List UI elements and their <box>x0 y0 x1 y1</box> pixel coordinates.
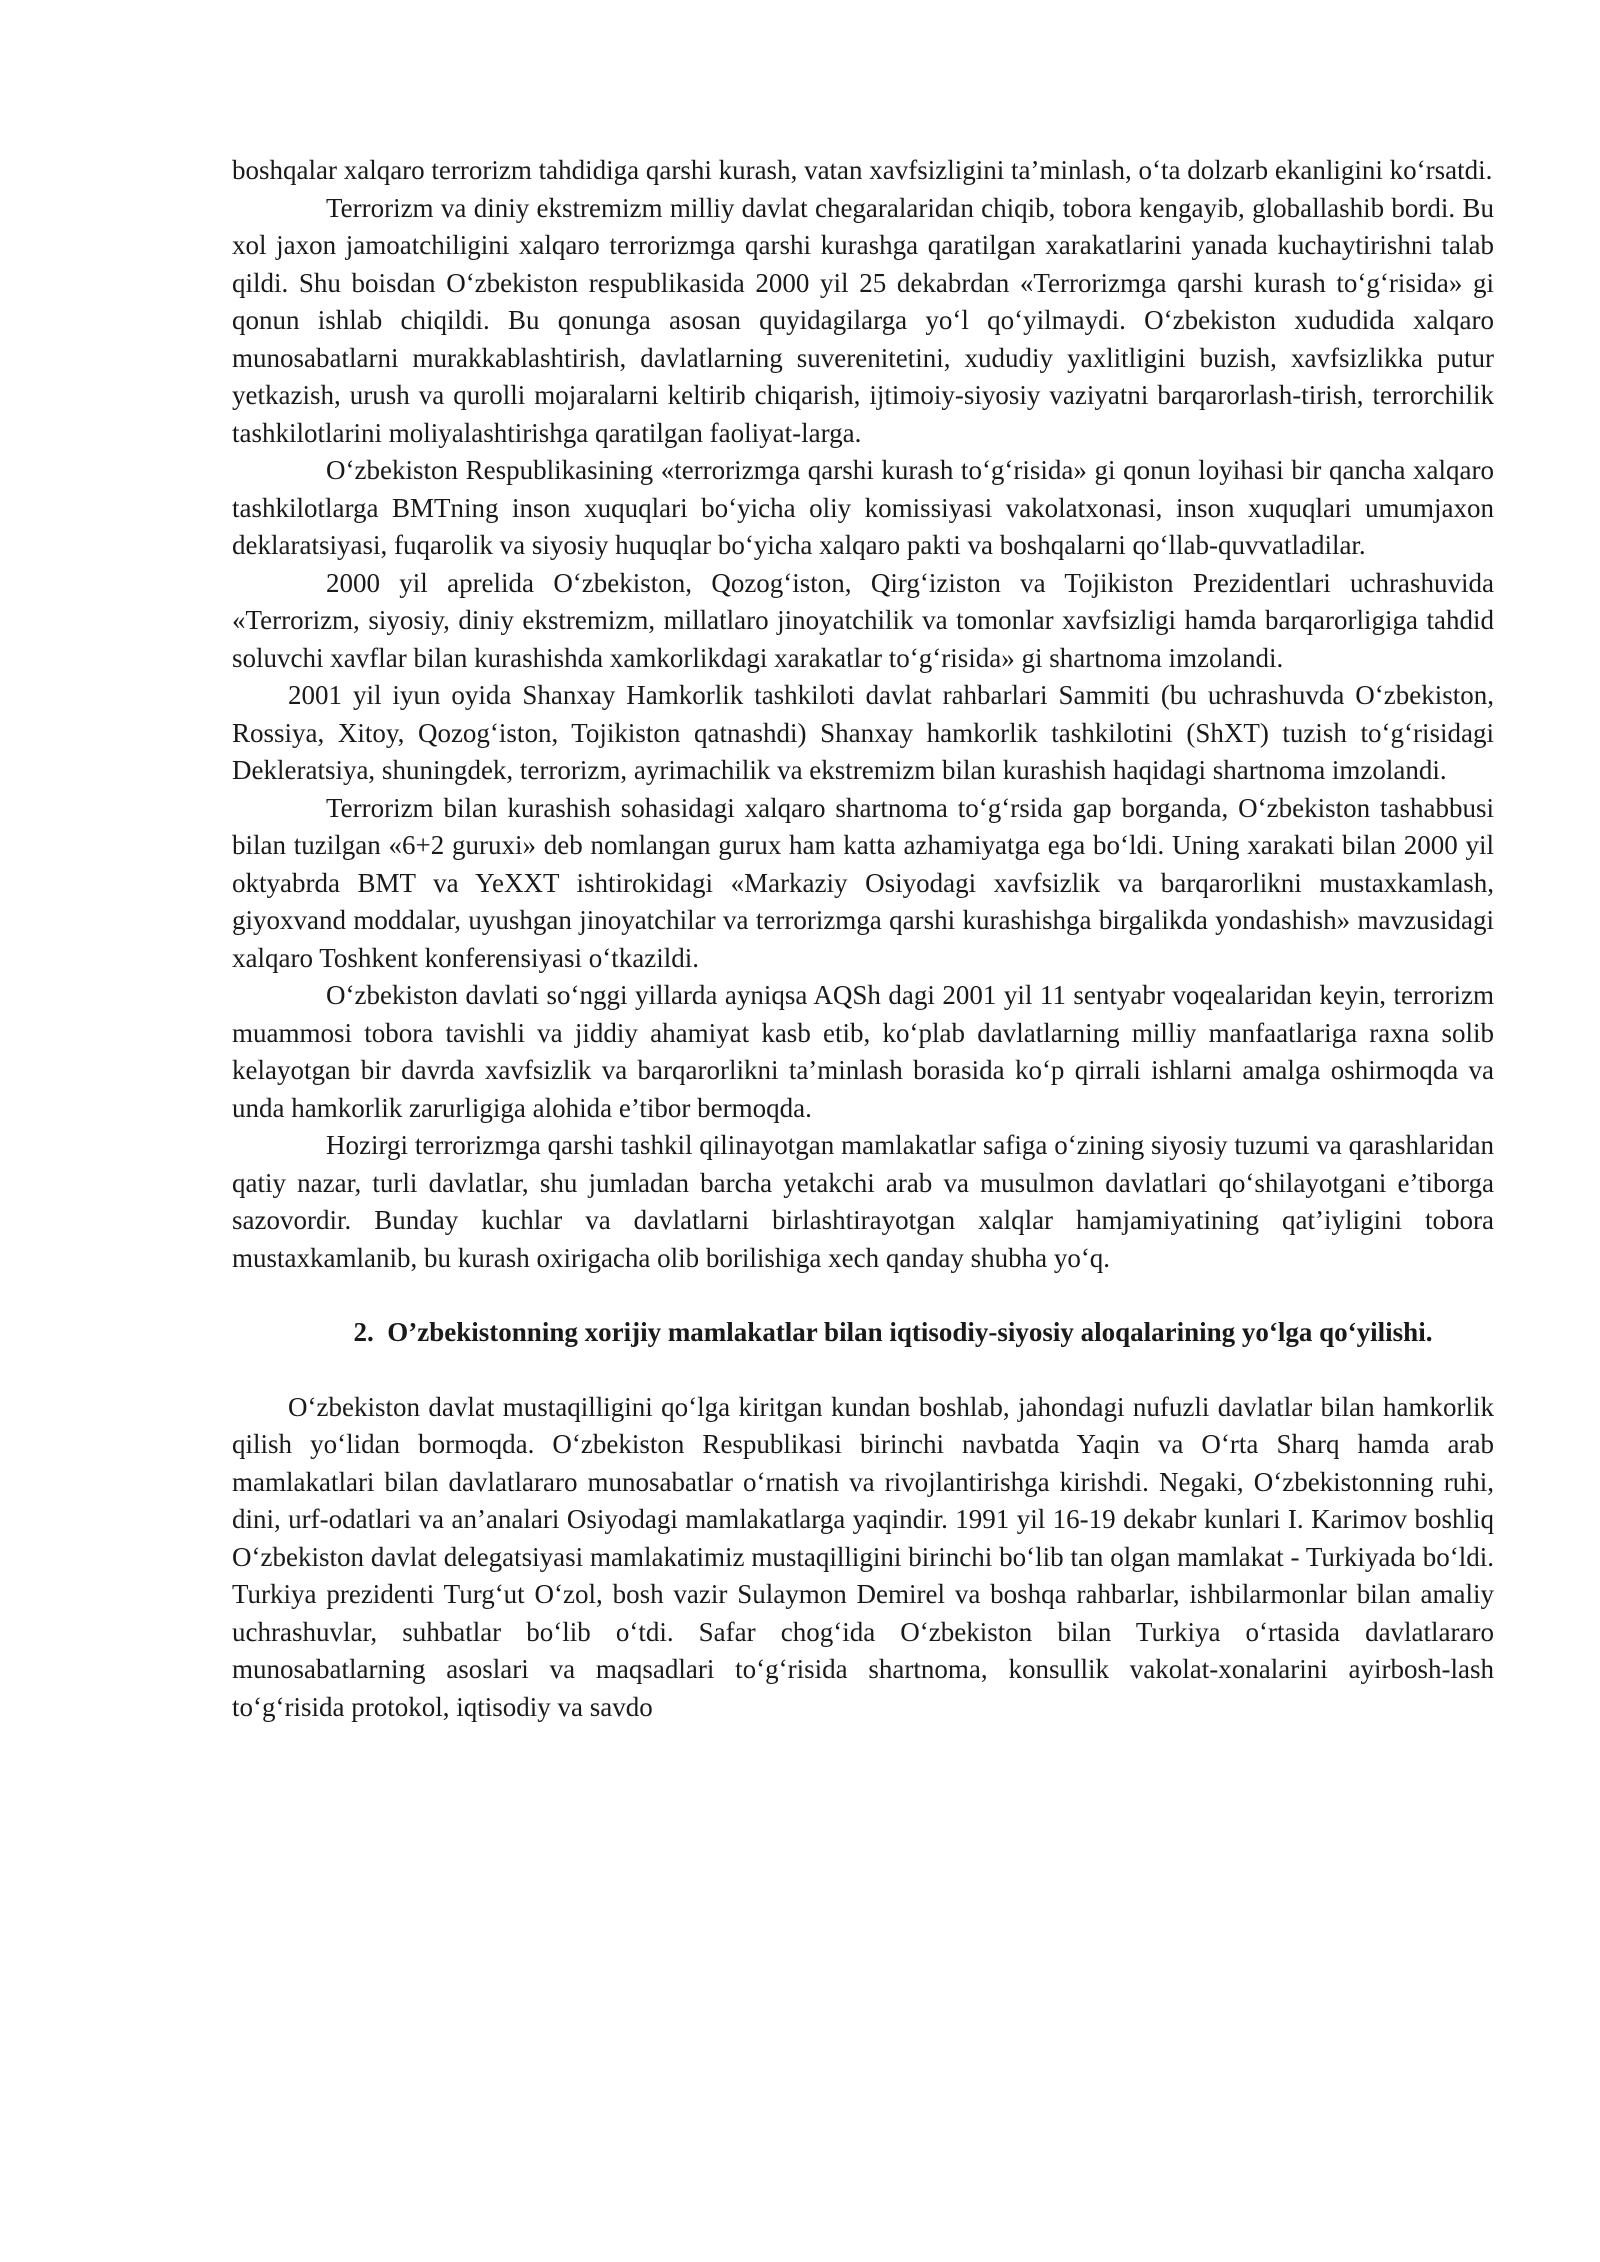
paragraph-shanghai-summit: 2001 yil iyun oyida Shanxay Hamkorlik tashkiloti davlat rahbarlari Sammiti (bu uchrashuvda O‘zbekiston, Rossiya, Xitoy, Qozog‘iston, Tojikiston qatnashdi) Shanxay hamkorlik tashkilotini (ShXT) tuzish to‘g‘risidagi Dekleratsiya, shuningdek, terrorizm, ayrimachilik va ekstremizm bilan kurashish haqidagi shartnoma imzolandi. <box>232 680 1494 785</box>
section-heading-text: O’zbekistonning xorijiy mamlakatlar bilan iqtisodiy-siyosiy aloqalarining yo‘lga qo‘yilishi. <box>387 1317 1433 1347</box>
paragraph-terrorism-globalization: Terrorizm va diniy ekstremizm milliy davlat chegaralaridan chiqib, tobora kengayib, globallashib bordi. Bu xol jaxon jamoatchiligini xalqaro terrorizmga qarshi kurashga qaratilgan xarakatlarini yanada kuchaytirishni talab qildi. Shu boisdan O‘zbekiston respublikasida 2000 yil 25 dekabrdan «Terrorizmga qarshi kurash to‘g‘risida» gi qonun ishlab chiqildi. Bu qonunga asosan quyidagilarga yo‘l qo‘yilmaydi. O‘zbekiston xududida xalqaro munosabatlarni murakkablashtirish, davlatlarning suverenitetini, xududiy yaxlitligini buzish, xavfsizlikka putur yetkazish, urush va qurolli mojaralarni keltirib chiqarish, ijtimoiy-siyosiy vaziyatni barqarorlash-tirish, terrorchilik tashkilotlarini moliyalashtirishga qaratilgan faoliyat-larga. <box>232 192 1494 448</box>
paragraph-april-2000-agreement: 2000 yil aprelida O‘zbekiston, Qozog‘iston, Qirg‘iziston va Tojikiston Prezidentlari uchrashuvida «Terrorizm, siyosiy, diniy ekstremizm, millatlaro jinoyatchilik va tomonlar xavfsizligi hamda barqarorligiga tahdid soluvchi xavflar bilan kurashishda xamkorlikdagi xarakatlar to‘g‘risida» gi shartnoma imzolandi. <box>232 567 1494 673</box>
paragraph-continuation: boshqalar xalqaro terrorizm tahdidiga qarshi kurash, vatan xavfsizligini ta’minlash, o‘ta dolzarb ekanligini ko‘rsatdi. <box>232 155 1493 185</box>
paragraph-september-11: O‘zbekiston davlati so‘nggi yillarda ayniqsa AQSh dagi 2001 yil 11 sentyabr voqealaridan keyin, terrorizm muammosi tobora tavishli va jiddiy ahamiyat kasb etib, ko‘plab davlatlarning milliy manfaatlariga raxna solib kelayotgan bir davrda xavfsizlik va barqarorlikni ta’minlash borasida ko‘p qirrali ishlarni amalga oshirmoqda va unda hamkorlik zarurligiga alohida e’tibor bermoqda. <box>232 980 1494 1123</box>
section-heading-number: 2. <box>353 1317 374 1347</box>
document-page <box>232 152 1494 1726</box>
paragraph-law-project: O‘zbekiston Respublikasining «terrorizmga qarshi kurash to‘g‘risida» gi qonun loyihasi bir qancha xalqaro tashkilotlarga BMTning inson xuquqlari bo‘yicha oliy komissiyasi vakolatxonasi, inson xuquqlari umumjaxon deklaratsiyasi, fuqarolik va siyosiy huquqlar bo‘yicha xalqaro pakti va boshqalarni qo‘llab-quvvatladilar. <box>232 455 1494 560</box>
section-heading <box>232 1314 1494 1352</box>
paragraph-foreign-relations: O‘zbekiston davlat mustaqilligini qo‘lga kiritgan kundan boshlab, jahondagi nufuzli davlatlar bilan hamkorlik qilish yo‘lidan bormoqda. O‘zbekiston Respublikasi birinchi navbatda Yaqin va O‘rta Sharq hamda arab mamlakatlari bilan davlatlararo munosabatlar o‘rnatish va rivojlantirishga kirishdi. Negaki, O‘zbekistonning ruhi, dini, urf-odatlari va an’analari Osiyodagi mamlakatlarga yaqindir. 1991 yil 16-19 dekabr kunlari I. Karimov boshliq O‘zbekiston davlat delegatsiyasi mamlakatimiz mustaqilligini birinchi bo‘lib tan olgan mamlakat - Turkiyada bo‘ldi. Turkiya prezidenti Turg‘ut O‘zol, bosh vazir Sulaymon Demirel va boshqa rahbarlar, ishbilarmonlar bilan amaliy uchrashuvlar, suhbatlar bo‘lib o‘tdi. Safar chog‘ida O‘zbekiston bilan Turkiya o‘rtasida davlatlararo munosabatlarning asoslari va maqsadlari to‘g‘risida shartnoma, konsullik vakolat-xonalarini ayirbosh-lash to‘g‘risida protokol, iqtisodiy va savdo <box>232 1391 1494 1722</box>
paragraph-coalition-states: Hozirgi terrorizmga qarshi tashkil qilinayotgan mamlakatlar safiga o‘zining siyosiy tuzumi va qarashlaridan qatiy nazar, turli davlatlar, shu jumladan barcha yetakchi arab va musulmon davlatlari qo‘shilayotgani e’tiborga sazovordir. Bunday kuchlar va davlatlarni birlashtirayotgan xalqlar hamjamiyatining qat’iyligini tobora mustaxkamlanib, bu kurash oxirigacha olib borilishiga xech qanday shubha yo‘q. <box>232 1130 1494 1273</box>
paragraph-six-plus-two-group: Terrorizm bilan kurashish sohasidagi xalqaro shartnoma to‘g‘rsida gap borganda, O‘zbekiston tashabbusi bilan tuzilgan «6+2 guruxi» deb nomlangan gurux ham katta azhamiyatga ega bo‘ldi. Uning xarakati bilan 2000 yil oktyabrda BMT va YeXXT ishtirokidagi «Markaziy Osiyodagi xavfsizlik va barqarorlikni mustaxkamlash, giyoxvand moddalar, uyushgan jinoyatchilar va terrorizmga qarshi kurashishga birgalikda yondashish» mavzusidagi xalqaro Toshkent konferensiyasi o‘tkazildi. <box>232 792 1494 973</box>
